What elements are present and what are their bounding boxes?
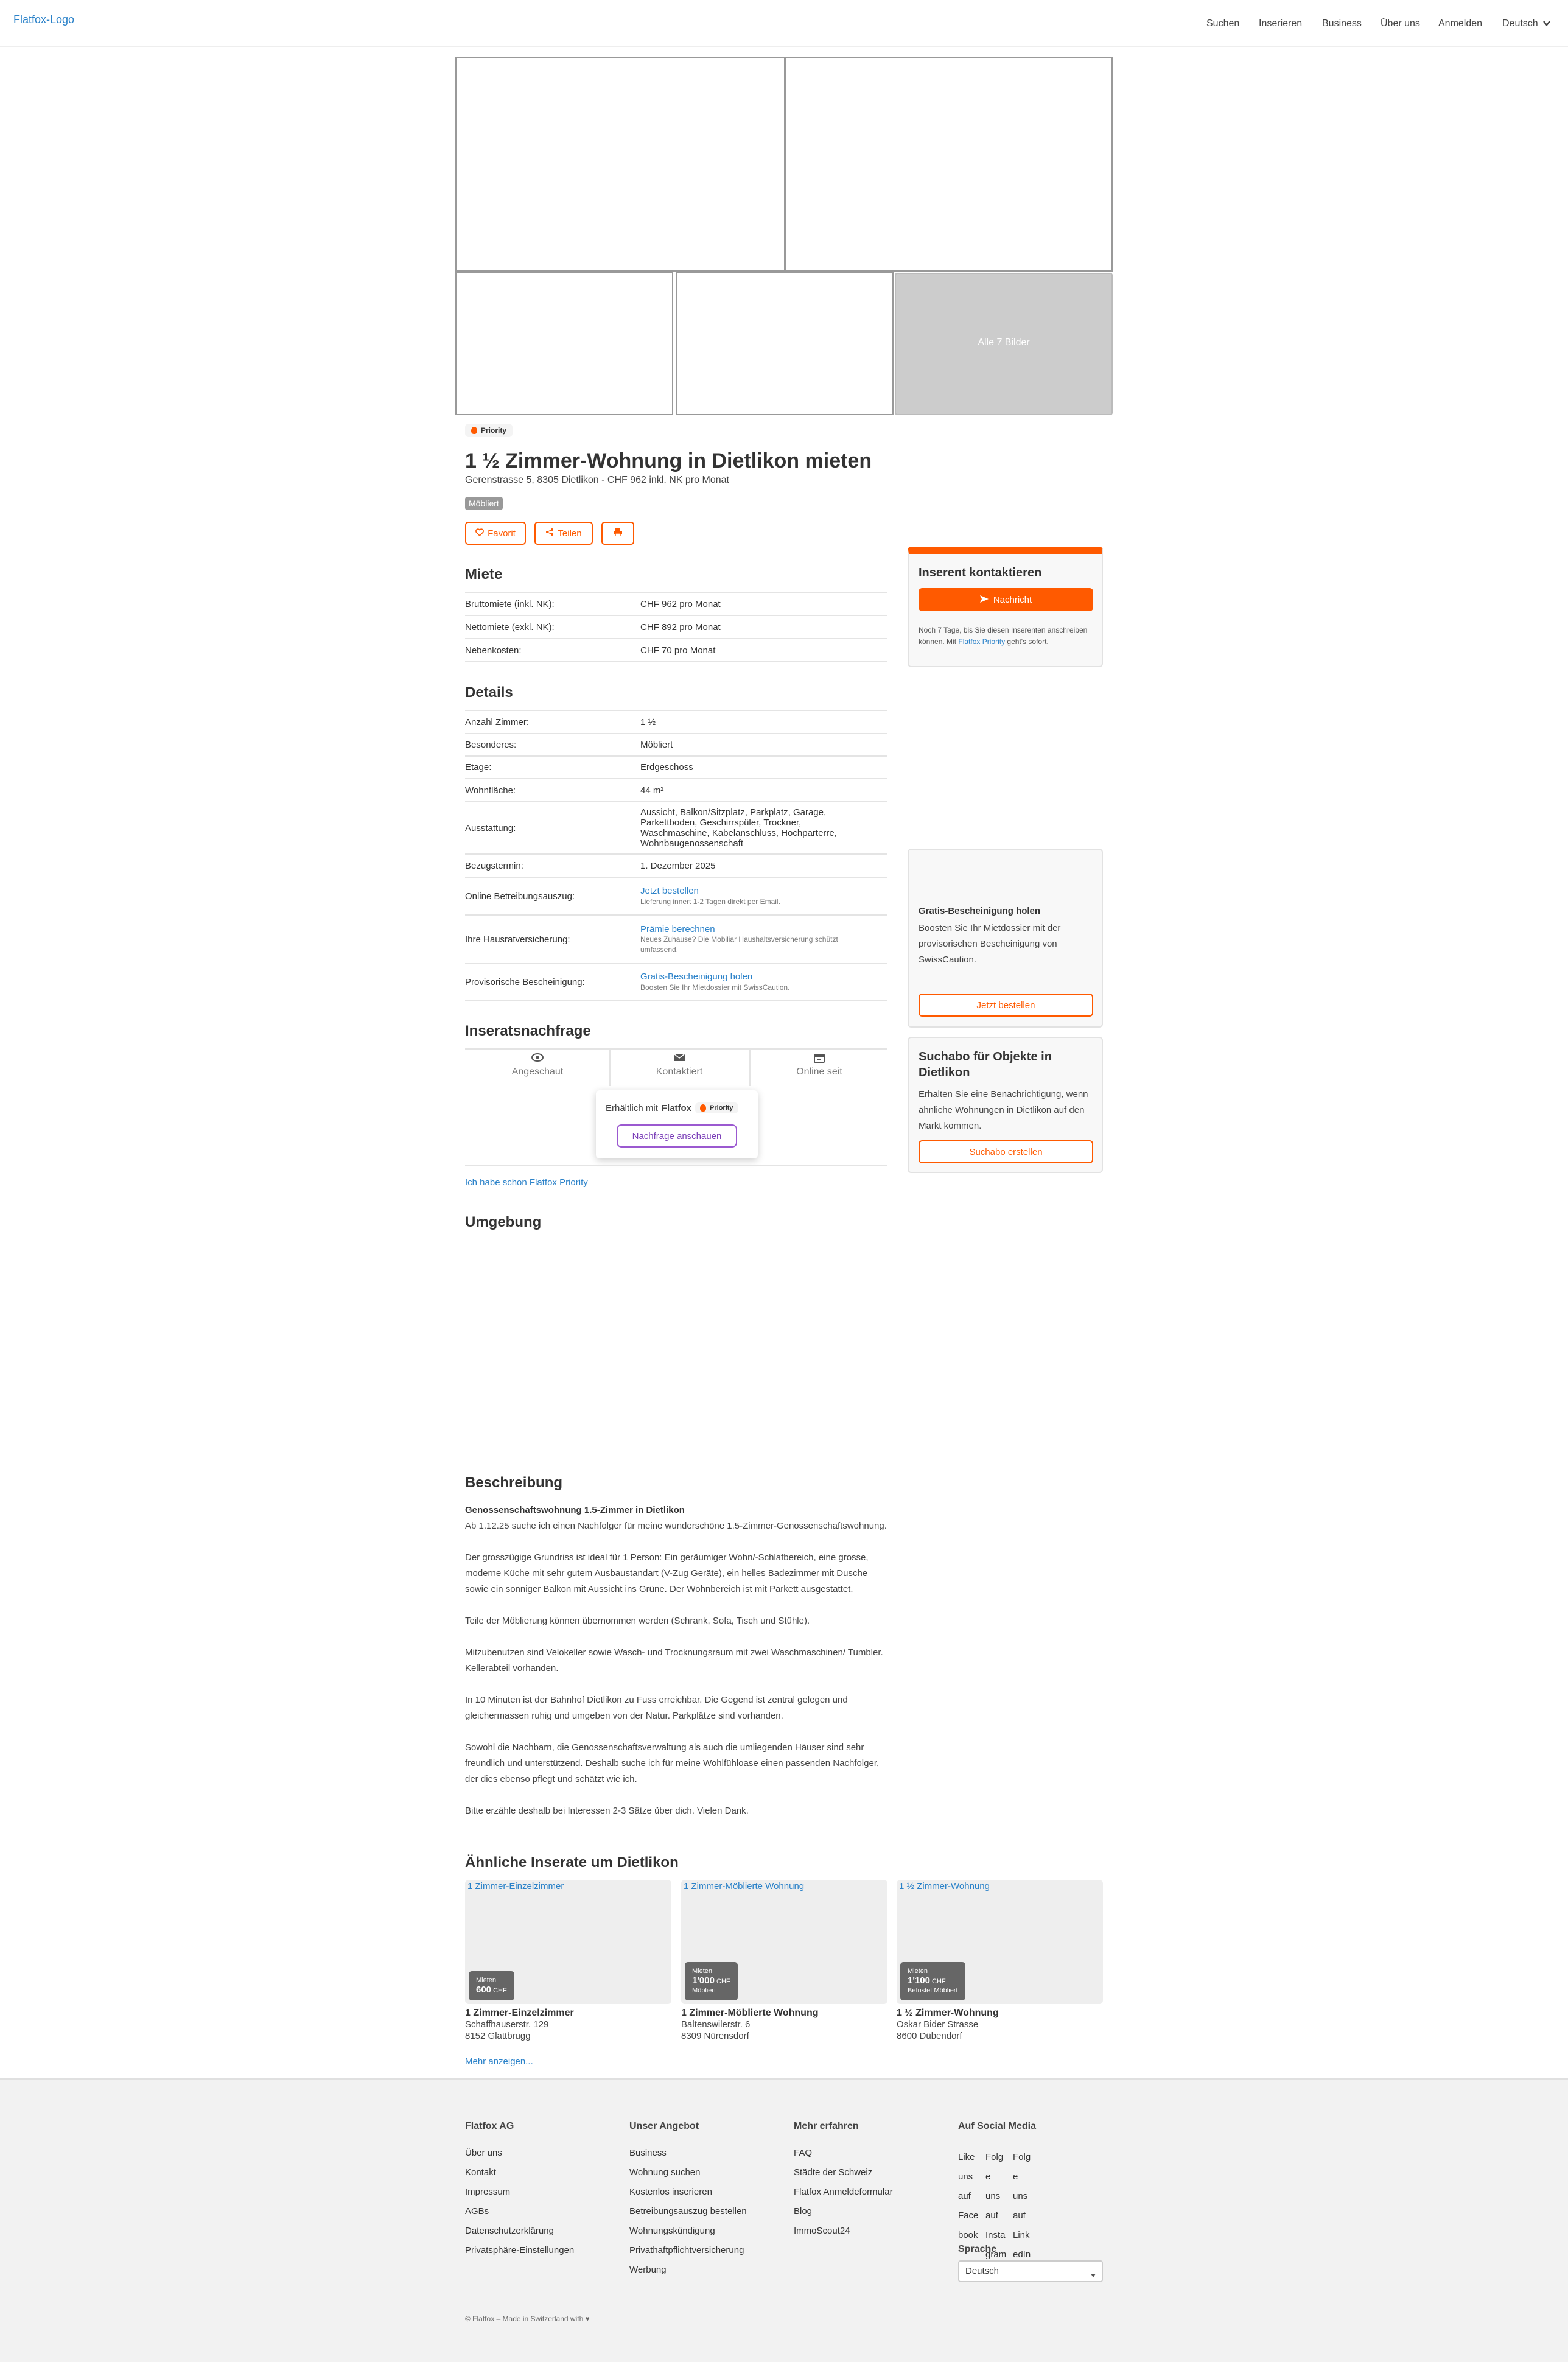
table-row — [465, 878, 887, 916]
table-row — [465, 639, 887, 662]
map-area[interactable] — [465, 1239, 891, 1463]
footer-link[interactable]: Über uns — [465, 2148, 502, 2158]
listing-city: 8309 Nürensdorf — [681, 2031, 749, 2041]
description-paragraph: Bitte erzähle deshalb bei Interessen 2-3 Sätze über dich. Vielen Dank. — [465, 1806, 749, 1816]
price-currency: CHF — [493, 1987, 507, 1994]
table-row — [465, 916, 887, 964]
price-box — [469, 1971, 514, 2000]
details-table — [465, 710, 887, 1001]
view-inquiry-button[interactable]: Nachfrage anschauen — [617, 1124, 737, 1148]
footer-link[interactable]: Städte der Schweiz — [794, 2167, 873, 2178]
description-paragraph: Mitzubenutzen sind Velokeller sowie Wasch- und Trocknungsraum mit zwei Waschmaschinen/ Tumbler. Kellerabteil vorhanden. — [465, 1647, 883, 1673]
message-button[interactable] — [919, 588, 1093, 611]
share-icon — [545, 528, 554, 539]
order-debt-extract-link[interactable]: Jetzt bestellen — [640, 885, 699, 896]
price-box — [900, 1962, 965, 2000]
row-key: Ihre Hausratversicherung: — [465, 934, 570, 945]
listing-title: 1 Zimmer-Möblierte Wohnung — [681, 2008, 819, 2018]
send-icon — [980, 595, 989, 605]
footer-link[interactable]: Kostenlos inserieren — [629, 2187, 712, 2197]
listing-street: Baltenswilerstr. 6 — [681, 2019, 751, 2030]
priority-badge-label: Priority — [710, 1104, 733, 1112]
details-heading: Details — [465, 684, 513, 701]
listing-image[interactable] — [681, 1880, 887, 2004]
footer-link[interactable]: Business — [629, 2148, 667, 2158]
listing-city: 8600 Dübendorf — [897, 2031, 962, 2041]
row-value: CHF 892 pro Monat — [640, 622, 721, 633]
row-value — [640, 972, 887, 992]
footer-link[interactable]: Wohnungskündigung — [629, 2226, 715, 2236]
certificate-text: Boosten Sie Ihr Mietdossier mit der provisorischen Bescheinigung von SwissCaution. — [919, 923, 1061, 965]
site-footer — [0, 2078, 1568, 2362]
row-value: CHF 962 pro Monat — [640, 598, 721, 609]
contact-card — [908, 547, 1103, 667]
row-value: 1. Dezember 2025 — [640, 860, 716, 871]
footer-col-offer — [629, 2121, 747, 2284]
language-select[interactable] — [958, 2260, 1103, 2282]
favorite-button[interactable] — [465, 522, 526, 545]
table-row — [465, 964, 887, 1001]
gallery-image-3[interactable] — [455, 272, 673, 415]
create-search-alert-button[interactable]: Suchabo erstellen — [919, 1140, 1093, 1163]
listing-street: Schaffhauserstr. 129 — [465, 2019, 549, 2030]
row-value: 44 m² — [640, 785, 664, 796]
description-lead: Genossenschaftswohnung 1.5-Zimmer in Dietlikon — [465, 1505, 685, 1515]
footer-link[interactable]: Kontakt — [465, 2167, 496, 2178]
page-title: 1 ½ Zimmer-Wohnung in Dietlikon mieten — [465, 449, 872, 472]
similar-listing-card[interactable] — [681, 1880, 887, 2042]
flame-icon — [700, 1104, 706, 1112]
footer-col-learn — [794, 2121, 893, 2245]
price-currency: CHF — [932, 1978, 946, 1985]
footer-link[interactable]: Impressum — [465, 2187, 511, 2197]
footer-link[interactable]: Wohnung suchen — [629, 2167, 701, 2178]
all-photos-label: Alle 7 Bilder — [978, 337, 1030, 348]
priority-badge — [695, 1102, 738, 1113]
popup-text — [606, 1102, 738, 1113]
description-paragraph: Der grosszügige Grundriss ist ideal für 1 Person: Ein geräumiger Wohn/-Schlafbereich, eine grosse, moderne Küche mit sehr gutem Ausbaustandart (V-Zug Geräte), ein helles Badezimmer mit Dusche sowie ein sonniger Balkon mit Aussicht ins Grüne. Der Wohnbereich ist mit Parkett ausgestattet. — [465, 1552, 869, 1594]
language-heading: Sprache — [958, 2244, 997, 2254]
row-value: CHF 70 pro Monat — [640, 645, 716, 656]
description-paragraph: Sowohl die Nachbarn, die Genossenschaftsverwaltung als auch die umliegenden Häuser sind sehr freundlich und unterstützend. Deshalb suche ich für meine Wohlfühloase einen passenden Nachfolger, der dies ebenso pflegt und schätzt wie ich. — [465, 1742, 880, 1784]
listing-image[interactable] — [897, 1880, 1103, 2004]
footer-link[interactable]: Privatsphäre-Einstellungen — [465, 2245, 575, 2255]
divider — [465, 1165, 887, 1166]
row-key: Nebenkosten: — [465, 645, 522, 656]
row-value — [640, 924, 887, 954]
table-row — [465, 616, 887, 639]
row-key: Etage: — [465, 762, 492, 773]
instagram-link[interactable]: Folge uns auf Instagram — [985, 2152, 1007, 2260]
footer-heading: Auf Social Media — [958, 2121, 1037, 2131]
table-row — [465, 711, 887, 734]
price-box — [685, 1962, 738, 2000]
footer-link[interactable]: Werbung — [629, 2265, 667, 2275]
already-priority-link[interactable]: Ich habe schon Flatfox Priority — [465, 1177, 588, 1188]
table-row — [465, 757, 887, 779]
surroundings-heading: Umgebung — [465, 1214, 542, 1230]
row-key: Bruttomiete (inkl. NK): — [465, 598, 555, 609]
listing-image[interactable] — [465, 1880, 671, 2004]
priority-badge — [465, 424, 513, 437]
table-row — [465, 802, 887, 855]
language-dropdown-label: Deutsch — [1502, 18, 1538, 29]
certificate-card — [908, 849, 1103, 1028]
rent-table — [465, 592, 887, 662]
listing-title: 1 ½ Zimmer-Wohnung — [897, 2008, 999, 2018]
site-header — [0, 0, 1568, 47]
gallery-all-photos[interactable] — [895, 273, 1113, 415]
price-label: Mieten — [476, 1977, 497, 1984]
footer-heading: Flatfox AG — [465, 2121, 514, 2131]
footer-heading: Unser Angebot — [629, 2121, 699, 2131]
table-row — [465, 734, 887, 757]
footer-col-company — [465, 2121, 574, 2265]
description-paragraph: Teile der Möblierung können übernommen werden (Schrank, Sofa, Tisch und Stühle). — [465, 1616, 810, 1626]
rent-heading: Miete — [465, 566, 503, 583]
contact-note-text: geht's sofort. — [1007, 637, 1049, 646]
row-value — [640, 886, 887, 906]
footer-link[interactable]: FAQ — [794, 2148, 813, 2158]
flatfox-logo[interactable]: Flatfox-Logo — [13, 13, 75, 26]
order-certificate-button[interactable]: Jetzt bestellen — [919, 994, 1093, 1017]
footer-heading: Mehr erfahren — [794, 2121, 859, 2131]
row-value: Möbliert — [640, 740, 673, 750]
print-icon — [614, 528, 622, 539]
nav-inserieren[interactable]: Inserieren — [1259, 18, 1303, 29]
price-extra: Möbliert — [692, 1987, 716, 1994]
footer-link[interactable]: Blog — [794, 2206, 813, 2217]
stat-label: Kontaktiert — [656, 1067, 703, 1077]
popup-brand: Flatfox — [661, 1102, 692, 1113]
row-key: Online Betreibungsauszug: — [465, 891, 575, 902]
price-value: 1'100 — [908, 1975, 930, 1986]
calc-premium-link[interactable]: Prämie berechnen — [640, 924, 715, 935]
price-label: Mieten — [908, 1968, 928, 1975]
footer-link[interactable]: Betreibungsauszug bestellen — [629, 2206, 747, 2217]
table-row — [465, 593, 887, 616]
search-alert-text: Erhalten Sie eine Benachrichtigung, wenn ähnliche Wohnungen in Dietlikon auf den Markt kommen. — [919, 1089, 1088, 1131]
envelope-icon — [673, 1053, 685, 1063]
similar-heading: Ähnliche Inserate um Dietlikon — [465, 1854, 679, 1871]
gallery-image-4[interactable] — [676, 272, 894, 415]
stat-label: Online seit — [796, 1067, 842, 1077]
listing-link[interactable]: 1 ½ Zimmer-Wohnung — [899, 1881, 990, 1891]
print-button[interactable] — [601, 522, 634, 545]
row-value: 1 ½ — [640, 717, 656, 727]
row-value: Aussicht, Balkon/Sitzplatz, Parkplatz, Garage, Parkettboden, Geschirrspüler, Trockner, Waschmaschine, Kabelanschluss, Hochparterre, Wohnbaugenossenschaft — [640, 807, 837, 849]
facebook-link[interactable]: Like uns auf Facebook — [958, 2152, 979, 2240]
description-heading: Beschreibung — [465, 1474, 563, 1491]
row-subtext: Lieferung innert 1-2 Tagen direkt per Email. — [640, 897, 780, 906]
description-paragraph: In 10 Minuten ist der Bahnhof Dietlikon zu Fuss erreichbar. Die Gegend ist zentral gelegen und gleichermassen ruhig und umgeben von der Natur. Parkplätze sind vorhanden. — [465, 1695, 848, 1721]
stat-contacted — [609, 1050, 749, 1086]
row-key: Nettomiete (exkl. NK): — [465, 622, 555, 633]
footer-link[interactable]: AGBs — [465, 2206, 489, 2217]
message-button-label: Nachricht — [993, 594, 1032, 605]
language-select-value: Deutsch — [965, 2266, 999, 2276]
share-button[interactable] — [534, 522, 593, 545]
row-subtext: Neues Zuhause? Die Mobiliar Haushaltsversicherung schützt umfassend. — [640, 935, 838, 954]
footer-link[interactable]: Flatfox Anmeldeformular — [794, 2187, 893, 2197]
popup-text-label: Erhältlich mit — [606, 1102, 658, 1113]
row-value: Erdgeschoss — [640, 762, 693, 773]
price-extra: Befristet Möbliert — [908, 1987, 958, 1994]
table-row — [465, 779, 887, 802]
listing-link[interactable]: 1 Zimmer-Möblierte Wohnung — [684, 1881, 805, 1891]
free-certificate-link[interactable]: Gratis-Bescheinigung holen — [640, 971, 753, 982]
language-dropdown[interactable] — [1502, 18, 1550, 29]
listing-street: Oskar Bider Strasse — [897, 2019, 979, 2030]
furnished-tag: Möbliert — [465, 497, 503, 510]
footer-link[interactable]: ImmoScout24 — [794, 2226, 850, 2236]
caret-down-icon — [1091, 2269, 1096, 2280]
stat-viewed — [467, 1050, 607, 1086]
share-label: Teilen — [558, 528, 582, 539]
priority-upsell-popup — [596, 1090, 758, 1158]
flame-icon — [471, 427, 477, 434]
gallery-image-2[interactable] — [785, 57, 1113, 272]
stat-label: Angeschaut — [511, 1067, 564, 1077]
nav-ueber-uns[interactable]: Über uns — [1381, 18, 1420, 29]
calendar-icon — [813, 1053, 825, 1063]
contact-note-text: Noch 7 Tage, bis Sie diesen Inserenten anschreiben können. Mit — [919, 626, 1088, 646]
priority-badge-label: Priority — [481, 426, 507, 435]
row-subtext: Boosten Sie Ihr Mietdossier mit SwissCaution. — [640, 983, 790, 992]
inquiry-heading: Inseratsnachfrage — [465, 1023, 591, 1039]
similar-listing-card[interactable] — [465, 1880, 671, 2042]
copyright: © Flatfox – Made in Switzerland with ♥ — [465, 2315, 590, 2323]
description-paragraph: Ab 1.12.25 suche ich einen Nachfolger für meine wunderschöne 1.5-Zimmer-Genossenschaftswohnung. — [465, 1521, 887, 1531]
nav-suchen[interactable]: Suchen — [1206, 18, 1240, 29]
price-value: 1'000 — [692, 1975, 715, 1986]
footer-link[interactable]: Datenschutzerklärung — [465, 2226, 554, 2236]
chevron-down-icon — [1543, 18, 1550, 29]
row-key: Anzahl Zimmer: — [465, 717, 530, 727]
footer-link[interactable]: Privathaftpflichtversicherung — [629, 2245, 744, 2255]
search-alert-card — [908, 1037, 1103, 1173]
row-key: Bezugstermin: — [465, 860, 523, 871]
footer-col-social — [958, 2121, 1036, 2265]
listing-city: 8152 Glattbrugg — [465, 2031, 531, 2041]
eye-icon — [531, 1053, 544, 1063]
price-value: 600 — [476, 1985, 492, 1995]
priority-link[interactable]: Flatfox Priority — [958, 637, 1006, 646]
certificate-title: Gratis-Bescheinigung holen — [919, 906, 1041, 916]
gallery-image-1[interactable] — [455, 57, 785, 272]
show-more-link[interactable]: Mehr anzeigen... — [465, 2056, 533, 2067]
row-key: Ausstattung: — [465, 822, 516, 833]
similar-listing-card[interactable] — [897, 1880, 1103, 2042]
table-row — [465, 855, 887, 878]
price-label: Mieten — [692, 1968, 713, 1975]
nav-anmelden[interactable]: Anmelden — [1438, 18, 1483, 29]
row-key: Besonderes: — [465, 740, 517, 750]
heart-icon — [475, 528, 484, 539]
listing-subtitle: Gerenstrasse 5, 8305 Dietlikon - CHF 962 inkl. NK pro Monat — [465, 475, 729, 485]
row-key: Provisorische Bescheinigung: — [465, 976, 585, 987]
row-key: Wohnfläche: — [465, 785, 516, 796]
listing-title: 1 Zimmer-Einzelzimmer — [465, 2008, 574, 2018]
description-body — [465, 1502, 891, 1835]
stat-online-since — [749, 1050, 889, 1086]
search-alert-title: Suchabo für Objekte in Dietlikon — [919, 1050, 1052, 1079]
linkedin-link[interactable]: Folge uns auf LinkedIn — [1013, 2152, 1031, 2260]
nav-business[interactable]: Business — [1322, 18, 1362, 29]
favorite-label: Favorit — [488, 528, 516, 539]
contact-note — [919, 625, 1095, 648]
listing-link[interactable]: 1 Zimmer-Einzelzimmer — [467, 1881, 564, 1891]
price-currency: CHF — [716, 1978, 730, 1985]
contact-title: Inserent kontaktieren — [919, 566, 1042, 580]
